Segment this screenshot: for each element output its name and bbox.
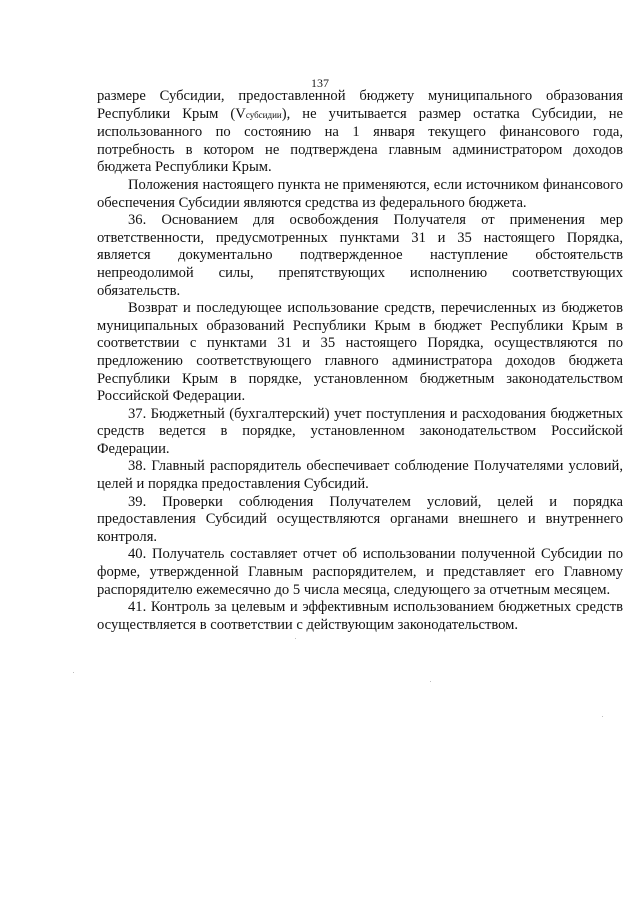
document-body bbox=[97, 88, 623, 634]
paragraph-item-39: 39. Проверки соблюдения Получателем условий, целей и порядка предоставления Субсидий осуществляются органами внешнего и внутреннего контроля. bbox=[97, 493, 623, 545]
paragraph-item-40: 40. Получатель составляет отчет об использовании полученной Субсидии по форме, утвержденной Главным распорядителем, и представляет его Главному распорядителю ежемесячно до 5 числа месяца, следующего за отчетным месяцем. bbox=[97, 546, 623, 598]
paragraph-item-41: 41. Контроль за целевым и эффективным использованием бюджетных средств осуществляется в соответствии с действующим законодательством. bbox=[97, 599, 623, 633]
paragraph: Возврат и последующее использование средств, перечисленных из бюджетов муниципальных образований Республики Крым в бюджет Республики Крым в соответствии с пунктами 31 и 35 настоящего Порядка, осуществляются по предложению соответствующего главного администратора доходов бюджета Республики Крым в порядке, установленном бюджетным законодательством Российской Федерации. bbox=[97, 300, 623, 405]
paragraph-item-37: 37. Бюджетный (бухгалтерский) учет поступления и расходования бюджетных средств ведется в порядке, установленном законодательством Российской Федерации. bbox=[97, 405, 623, 457]
subscript-text: субсидии bbox=[245, 109, 282, 120]
paragraph-text: размере Субсидии, предоставленной бюджету муниципального образования Республики Крым (V bbox=[97, 88, 623, 122]
scan-speck bbox=[295, 638, 296, 639]
paragraph: Положения настоящего пункта не применяются, если источником финансового обеспечения Субсидии являются средства из федерального бюджета. bbox=[97, 176, 623, 211]
paragraph-item-36: 36. Основанием для освобождения Получателя от применения мер ответственности, предусмотренных пунктами 31 и 35 настоящего Порядка, является документально подтвержденное наступление обстоятельств непреодолимой силы, препятствующих исполнению соответствующих обязательств. bbox=[97, 212, 623, 299]
scan-speck bbox=[430, 681, 431, 682]
paragraph-text: ), не учитывается размер остатка Субсидии, не использованного по состоянию на 1 января текущего финансового года, потребность в котором не подтверждена главным администратором доходов бюджета Республики Крым. bbox=[97, 105, 623, 176]
scan-speck bbox=[602, 716, 603, 717]
paragraph-continuation bbox=[97, 88, 623, 177]
paragraph-item-38: 38. Главный распорядитель обеспечивает соблюдение Получателями условий, целей и порядка предоставления Субсидий. bbox=[97, 458, 623, 493]
page-number: 137 bbox=[311, 76, 329, 90]
scan-speck bbox=[73, 672, 74, 673]
